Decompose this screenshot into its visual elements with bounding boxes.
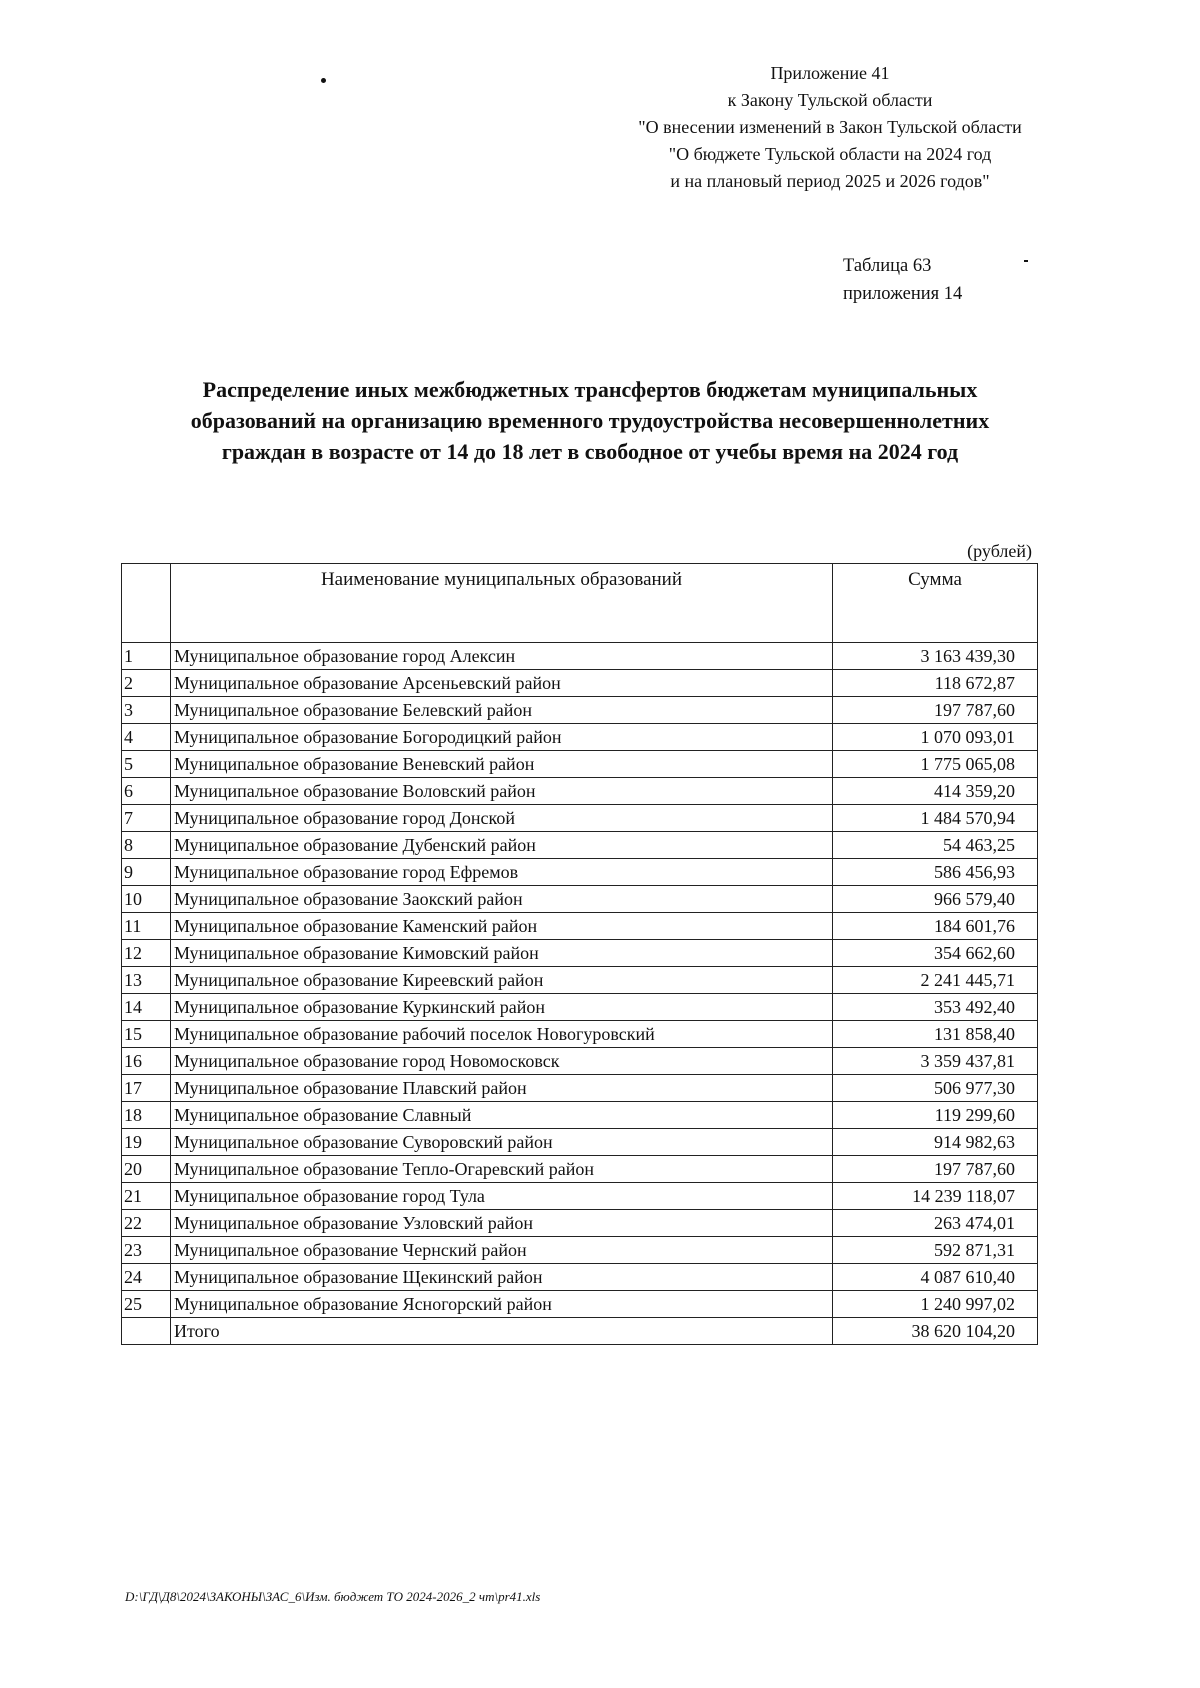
total-row-sum: 38 620 104,20 [833,1318,1038,1345]
row-sum: 586 456,93 [833,859,1038,886]
table-row [122,832,1038,859]
table-row [122,1210,1038,1237]
row-number: 15 [122,1021,171,1048]
appendix-header-line: и на плановый период 2025 и 2026 годов" [670,171,990,191]
row-sum: 506 977,30 [833,1075,1038,1102]
title-line: образований на организацию временного трудоустройства несовершеннолетних [190,408,990,433]
row-number: 23 [122,1237,171,1264]
row-number: 4 [122,724,171,751]
row-sum: 184 601,76 [833,913,1038,940]
row-sum: 54 463,25 [833,832,1038,859]
row-number: 22 [122,1210,171,1237]
municipality-name: Муниципальное образование Кимовский район [171,940,833,967]
municipality-name: Муниципальное образование Узловский район [171,1210,833,1237]
appendix-header-line: "О бюджете Тульской области на 2024 год [668,144,992,164]
row-sum: 914 982,63 [833,1129,1038,1156]
municipality-name: Муниципальное образование рабочий поселок Новогуровский [171,1021,833,1048]
document-title [110,374,1070,467]
table-row [122,1021,1038,1048]
row-number: 5 [122,751,171,778]
appendix-header-line: Приложение 41 [770,63,890,83]
column-header-name: Наименование муниципальных образований [171,564,833,643]
table-row [122,1291,1038,1318]
municipality-name: Муниципальное образование город Тула [171,1183,833,1210]
municipality-name: Муниципальное образование Славный [171,1102,833,1129]
municipality-name: Муниципальное образование Чернский район [171,1237,833,1264]
table-row [122,1102,1038,1129]
table-row [122,940,1038,967]
table-row [122,751,1038,778]
table-row [122,724,1038,751]
row-sum: 1 070 093,01 [833,724,1038,751]
row-sum: 3 163 439,30 [833,643,1038,670]
stray-dot-mark [321,78,326,83]
row-sum: 4 087 610,40 [833,1264,1038,1291]
municipality-name: Муниципальное образование Арсеньевский район [171,670,833,697]
table-row [122,1264,1038,1291]
table-row [122,1075,1038,1102]
row-sum: 592 871,31 [833,1237,1038,1264]
table-row [122,1183,1038,1210]
municipality-name: Муниципальное образование Каменский район [171,913,833,940]
row-number: 24 [122,1264,171,1291]
table-row [122,994,1038,1021]
table-total-row [122,1318,1038,1345]
row-number: 13 [122,967,171,994]
table-row [122,967,1038,994]
municipality-name: Муниципальное образование город Алексин [171,643,833,670]
table-row [122,778,1038,805]
municipality-name: Муниципальное образование Белевский район [171,697,833,724]
table-row [122,1156,1038,1183]
municipality-name: Муниципальное образование Плавский район [171,1075,833,1102]
file-path-footer: D:\ГД\Д8\2024\ЗАКОНЫ\ЗАС_6\Изм. бюджет ТО 2024-2026_2 чт\pr41.xls [125,1589,541,1604]
row-sum: 1 240 997,02 [833,1291,1038,1318]
row-sum: 1 775 065,08 [833,751,1038,778]
row-number: 7 [122,805,171,832]
municipality-name: Муниципальное образование Ясногорский район [171,1291,833,1318]
table-row [122,643,1038,670]
table-row [122,1237,1038,1264]
row-number: 8 [122,832,171,859]
municipality-name: Муниципальное образование Веневский район [171,751,833,778]
column-header-sum: Сумма [833,564,1038,643]
row-sum: 14 239 118,07 [833,1183,1038,1210]
municipality-name: Муниципальное образование город Донской [171,805,833,832]
row-number: 6 [122,778,171,805]
row-sum: 354 662,60 [833,940,1038,967]
row-sum: 966 579,40 [833,886,1038,913]
row-number: 17 [122,1075,171,1102]
table-row [122,670,1038,697]
municipality-name: Муниципальное образование Куркинский район [171,994,833,1021]
row-number: 12 [122,940,171,967]
municipality-name: Муниципальное образование Тепло-Огаревский район [171,1156,833,1183]
row-number: 16 [122,1048,171,1075]
municipality-name: Муниципальное образование город Ефремов [171,859,833,886]
units-label: (рублей) [967,541,1032,561]
row-sum: 131 858,40 [833,1021,1038,1048]
row-sum: 353 492,40 [833,994,1038,1021]
row-number: 11 [122,913,171,940]
municipality-name: Муниципальное образование Щекинский район [171,1264,833,1291]
row-sum: 118 672,87 [833,670,1038,697]
appendix-header [600,60,1060,195]
stray-dash-mark [1024,260,1028,262]
distribution-table [121,563,1038,1345]
appendix-header-line: к Закону Тульской области [727,90,933,110]
total-row-number [122,1318,171,1345]
row-number: 14 [122,994,171,1021]
row-number: 1 [122,643,171,670]
table-row [122,697,1038,724]
municipality-name: Муниципальное образование Воловский район [171,778,833,805]
municipality-name: Муниципальное образование Суворовский район [171,1129,833,1156]
row-sum: 197 787,60 [833,1156,1038,1183]
row-sum: 1 484 570,94 [833,805,1038,832]
column-header-number [122,564,171,643]
municipality-name: Муниципальное образование Заокский район [171,886,833,913]
municipality-name: Муниципальное образование Киреевский район [171,967,833,994]
row-number: 3 [122,697,171,724]
appendix-header-line: "О внесении изменений в Закон Тульской области [638,117,1022,137]
table-reference [843,252,962,308]
row-sum: 197 787,60 [833,697,1038,724]
table-row [122,805,1038,832]
row-sum: 263 474,01 [833,1210,1038,1237]
row-number: 2 [122,670,171,697]
table-row [122,1129,1038,1156]
title-line: граждан в возрасте от 14 до 18 лет в свободное от учебы время на 2024 год [221,439,959,464]
row-number: 10 [122,886,171,913]
total-municipality-name: Итого [171,1318,833,1345]
municipality-name: Муниципальное образование Богородицкий район [171,724,833,751]
table-header-row [122,564,1038,643]
table-row [122,913,1038,940]
row-number: 20 [122,1156,171,1183]
municipality-name: Муниципальное образование город Новомосковск [171,1048,833,1075]
row-sum: 2 241 445,71 [833,967,1038,994]
table-row [122,1048,1038,1075]
row-sum: 414 359,20 [833,778,1038,805]
row-number: 9 [122,859,171,886]
row-sum: 119 299,60 [833,1102,1038,1129]
municipality-name: Муниципальное образование Дубенский район [171,832,833,859]
row-number: 21 [122,1183,171,1210]
appendix-number: приложения 14 [843,284,963,304]
table-number: Таблица 63 [843,256,932,276]
row-number: 18 [122,1102,171,1129]
row-sum: 3 359 437,81 [833,1048,1038,1075]
table-row [122,859,1038,886]
row-number: 25 [122,1291,171,1318]
table-row [122,886,1038,913]
title-line: Распределение иных межбюджетных трансфертов бюджетам муниципальных [202,377,978,402]
row-number: 19 [122,1129,171,1156]
